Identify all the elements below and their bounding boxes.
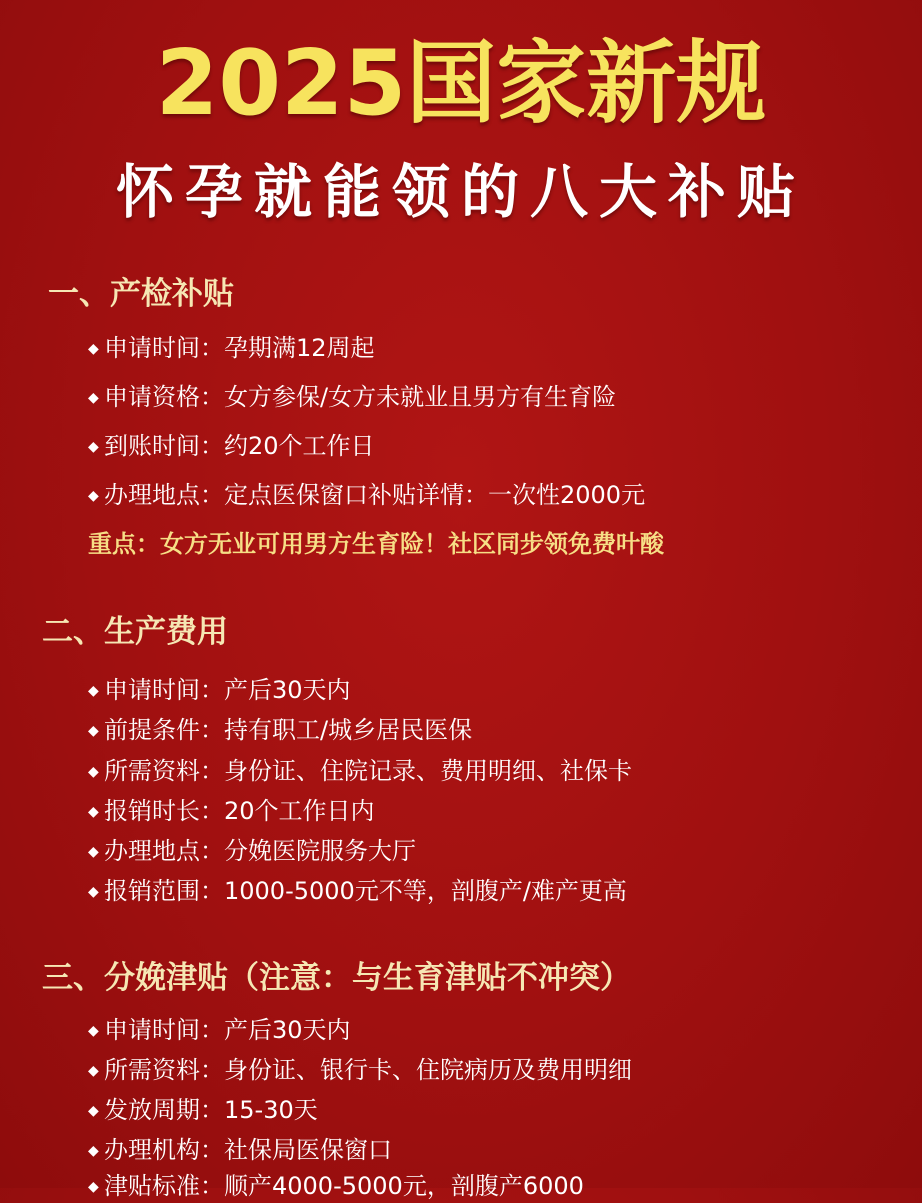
page-subtitle: 怀孕就能领的八大补贴 (115, 158, 806, 226)
list-item: ◆ 申请资格：女方参保/女方未就业且男方有生育险 (88, 381, 616, 414)
list-item: ◆ 发放周期：15-30天 (88, 1094, 318, 1127)
diamond-bullet-icon: ◆ (88, 1179, 99, 1195)
list-item: ◆ 所需资料：身份证、银行卡、住院病历及费用明细 (88, 1054, 632, 1087)
list-item: ◆ 申请时间：产后30天内 (88, 674, 351, 707)
diamond-bullet-icon: ◆ (88, 764, 99, 780)
diamond-bullet-icon: ◆ (88, 1103, 99, 1119)
list-item: ◆ 办理机构：社保局医保窗口 (88, 1134, 392, 1167)
section-heading-childbirth-allowance: 三、分娩津贴（注意：与生育津贴不冲突） (42, 960, 631, 996)
section-heading-delivery-costs: 二、生产费用 (42, 614, 228, 650)
section-heading-prenatal-subsidy: 一、产检补贴 (48, 276, 234, 312)
list-item: ◆ 报销时长：20个工作日内 (88, 795, 375, 828)
diamond-bullet-icon: ◆ (88, 390, 99, 406)
diamond-bullet-icon: ◆ (88, 683, 99, 699)
list-item: ◆ 到账时间：约20个工作日 (88, 430, 375, 463)
diamond-bullet-icon: ◆ (88, 341, 99, 357)
list-item: ◆ 前提条件：持有职工/城乡居民医保 (88, 714, 472, 747)
diamond-bullet-icon: ◆ (88, 1023, 99, 1039)
diamond-bullet-icon: ◆ (88, 723, 99, 739)
list-item: ◆ 申请时间：产后30天内 (88, 1014, 351, 1047)
list-item: ◆ 报销范围：1000-5000元不等，剖腹产/难产更高 (88, 875, 627, 908)
diamond-bullet-icon: ◆ (88, 844, 99, 860)
diamond-bullet-icon: ◆ (88, 1063, 99, 1079)
page-title: 2025国家新规 (155, 31, 767, 136)
diamond-bullet-icon: ◆ (88, 439, 99, 455)
diamond-bullet-icon: ◆ (88, 884, 99, 900)
diamond-bullet-icon: ◆ (88, 1143, 99, 1159)
list-item: ◆ 办理地点：定点医保窗口补贴详情：一次性2000元 (88, 479, 645, 512)
key-point-note: 重点：女方无业可用男方生育险！社区同步领免费叶酸 (88, 530, 664, 558)
list-item: ◆ 所需资料：身份证、住院记录、费用明细、社保卡 (88, 755, 632, 788)
list-item: ◆ 申请时间：孕期满12周起 (88, 332, 375, 365)
diamond-bullet-icon: ◆ (88, 804, 99, 820)
list-item: ◆ 办理地点：分娩医院服务大厅 (88, 835, 416, 868)
list-item: ◆ 津贴标准：顺产4000-5000元，剖腹产6000 (88, 1170, 584, 1203)
diamond-bullet-icon: ◆ (88, 488, 99, 504)
